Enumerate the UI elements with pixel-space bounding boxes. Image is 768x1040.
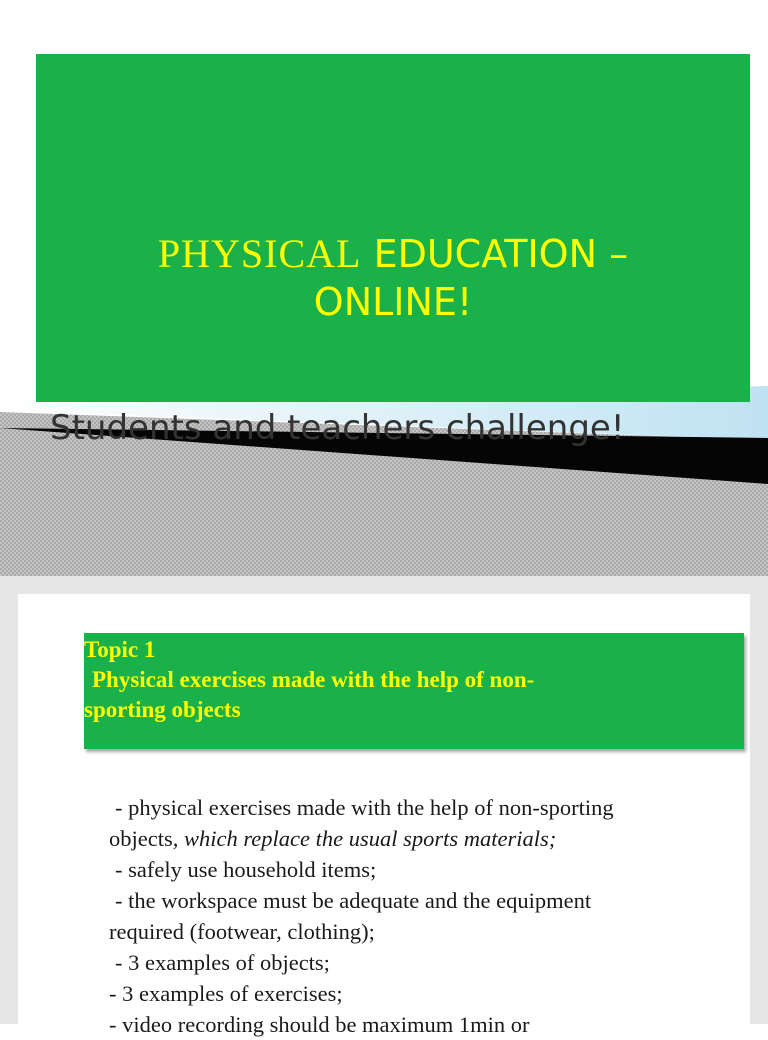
bullet-text: - video recording should be maximum 1min or [109, 1012, 530, 1037]
topic-title-line1: Physical exercises made with the help of non- [92, 666, 535, 692]
bullet-text: - the workspace must be adequate and the equipment [115, 888, 592, 913]
topic-box [84, 633, 744, 749]
list-item [109, 885, 719, 916]
bullet-italic-text: which replace the usual sports materials; [183, 826, 557, 851]
title-physical: PHYSICAL [157, 231, 362, 276]
slide-gap [0, 576, 768, 594]
title-box [36, 54, 750, 448]
list-item [109, 916, 719, 947]
title-online: ONLINE! [313, 279, 473, 324]
list-item [109, 792, 719, 823]
bullet-text: - physical exercises made with the help of non-sporting [115, 795, 614, 820]
bullet-text: - safely use household items; [115, 857, 377, 882]
list-item [109, 947, 719, 978]
topic-label: Topic 1 [84, 637, 156, 662]
page-title [36, 230, 750, 325]
bullet-text: objects, [109, 826, 184, 851]
subtitle: Students and teachers challenge! [50, 408, 625, 448]
list-item [109, 978, 719, 1009]
bullet-text: - 3 examples of objects; [115, 950, 330, 975]
bullet-text: required (footwear, clothing); [109, 919, 375, 944]
topic-title-line2: sporting objects [84, 696, 241, 722]
topic-heading [84, 635, 734, 725]
bullet-list [109, 792, 719, 1040]
list-item [109, 823, 719, 854]
bullet-text: - 3 examples of exercises; [109, 981, 343, 1006]
list-item [109, 1009, 719, 1040]
title-education: EDUCATION – [361, 232, 629, 276]
slide-border-right [750, 594, 768, 1024]
list-item [109, 854, 719, 885]
slide-border-left [0, 594, 18, 1024]
slide-2 [0, 594, 768, 1037]
